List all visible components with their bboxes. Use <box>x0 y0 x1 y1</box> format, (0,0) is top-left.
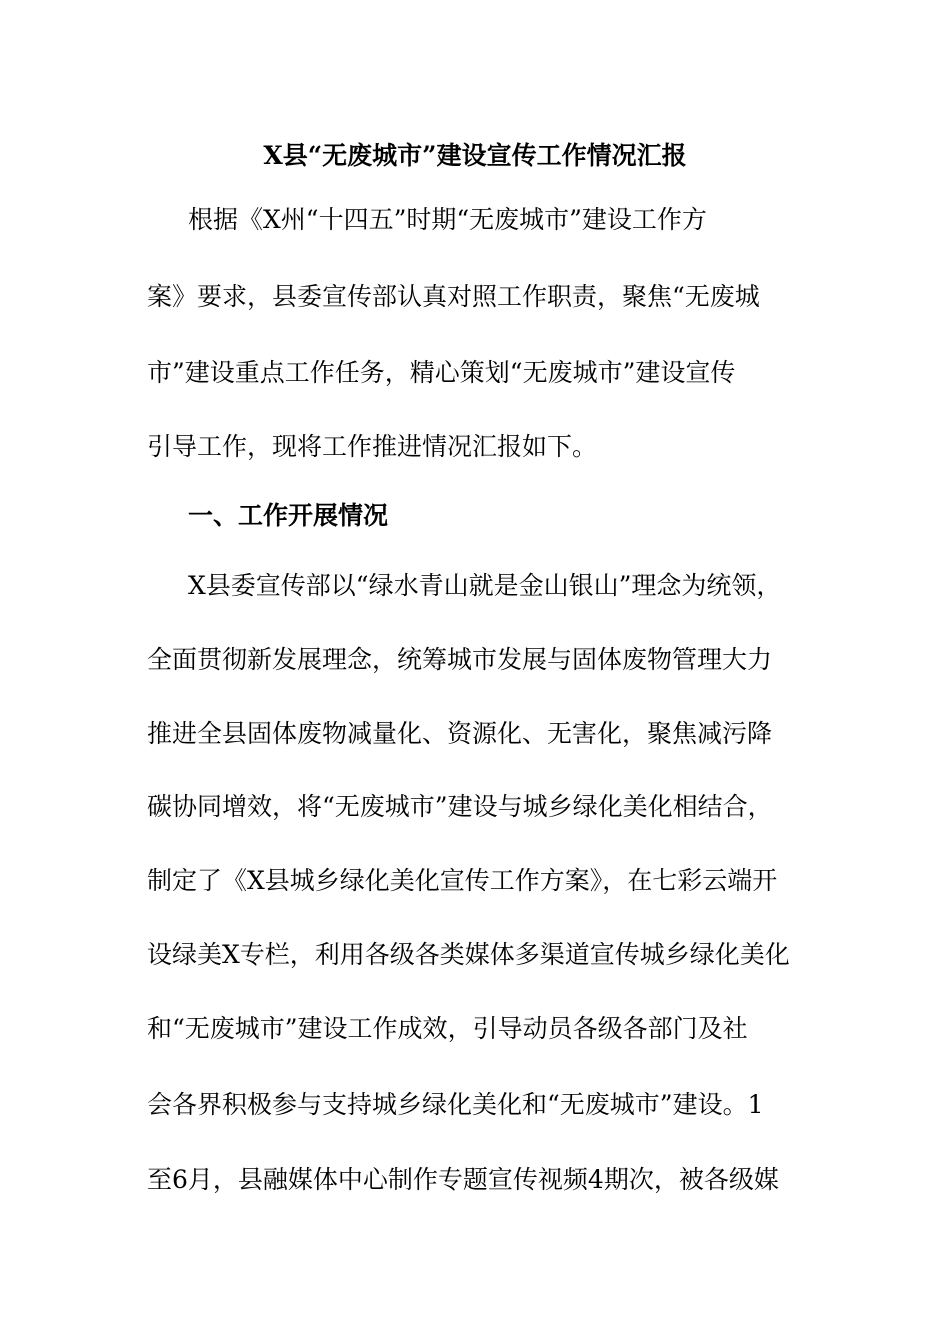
paragraph-line: 至6月，县融媒体中心制作专题宣传视频4期次，被各级媒 <box>147 1165 779 1194</box>
paragraph-line: 制定了《X县城乡绿化美化宣传工作方案》，在七彩云端开 <box>147 866 778 895</box>
paragraph-line: 设绿美X专栏，利用各级各类媒体多渠道宣传城乡绿化美化 <box>147 940 790 969</box>
paragraph-line: 碳协同增效，将“无废城市”建设与城乡绿化美化相结合， <box>147 792 773 821</box>
document-title: X县“无废城市”建设宣传工作情况汇报 <box>263 141 687 170</box>
paragraph-line: 全面贯彻新发展理念，统筹城市发展与固体废物管理大力 <box>147 645 773 674</box>
paragraph-line: 引导工作，现将工作推进情况汇报如下。 <box>147 432 598 461</box>
paragraph-line: 根据《X州“十四五”时期“无废城市”建设工作方 <box>188 205 707 234</box>
paragraph-line: 市”建设重点工作任务，精心策划“无废城市”建设宣传 <box>147 358 736 387</box>
paragraph-line: X县委宣传部以“绿水青山就是金山银山”理念为统领， <box>188 571 782 600</box>
paragraph-line: 会各界积极参与支持城乡绿化美化和“无废城市”建设。1 <box>147 1090 764 1119</box>
paragraph-line: 推进全县固体废物减量化、资源化、无害化，聚焦减污降 <box>147 719 773 748</box>
paragraph-line: 案》要求，县委宣传部认真对照工作职责，聚焦“无废城 <box>147 282 760 311</box>
section-heading: 一、工作开展情况 <box>188 501 389 530</box>
paragraph-line: 和“无废城市”建设工作成效，引导动员各级各部门及社 <box>147 1014 748 1043</box>
